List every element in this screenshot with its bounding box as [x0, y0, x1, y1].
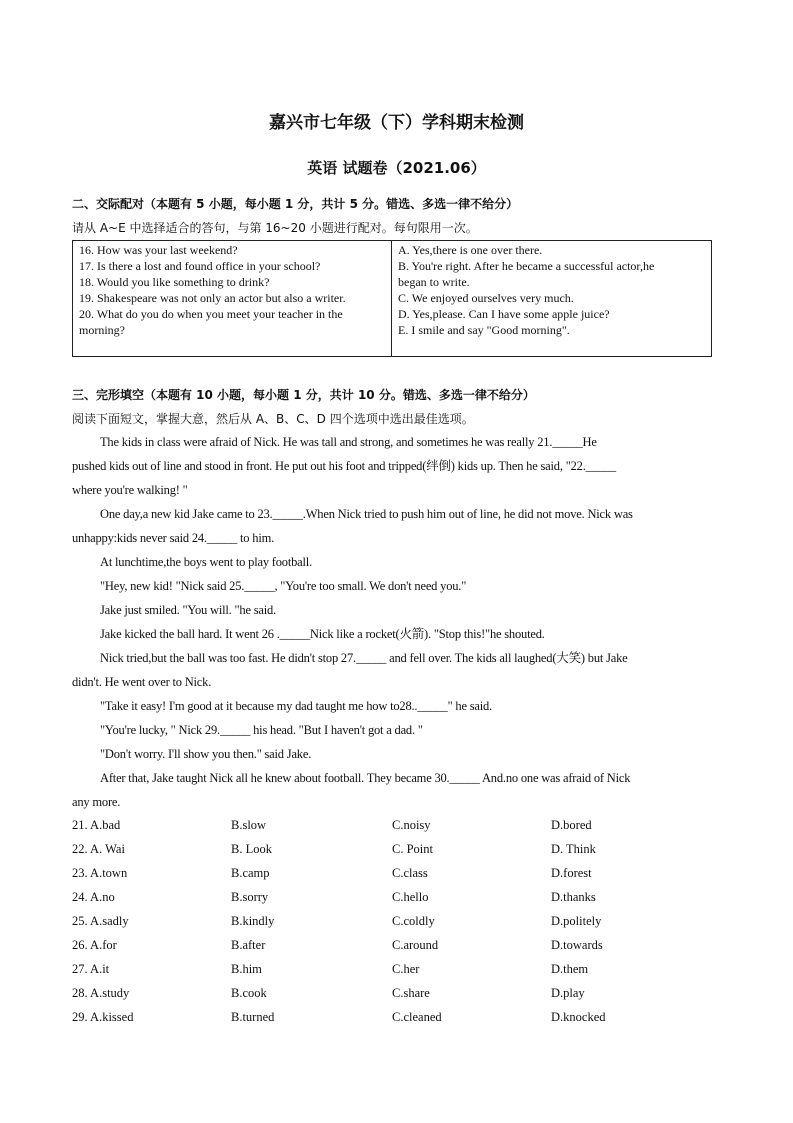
passage-line: The kids in class were afraid of Nick. He was tall and strong, and sometimes he was really 21._____He: [100, 435, 597, 449]
question-line: 17. Is there a lost and found office in your school?: [79, 259, 321, 273]
option-c: C.coldly: [392, 914, 435, 928]
passage-line: where you're walking! ": [72, 483, 188, 497]
option-b: B.slow: [231, 818, 267, 832]
option-d: D.bored: [551, 818, 592, 832]
option-b: B.cook: [231, 986, 267, 1000]
option-row-22: [72, 842, 722, 866]
answer-line: began to write.: [398, 275, 470, 289]
question-line: 16. How was your last weekend?: [79, 243, 238, 257]
passage-line: pushed kids out of line and stood in front. He put out his foot and tripped(绊倒) kids up. Then he said, "22._____: [72, 459, 616, 473]
question-line: 19. Shakespeare was not only an actor but also a writer.: [79, 291, 346, 305]
option-a: 28. A.study: [72, 986, 130, 1000]
option-c: C.cleaned: [392, 1010, 442, 1024]
option-c: C.noisy: [392, 818, 431, 832]
option-c: C.her: [392, 962, 420, 976]
passage-line: Jake just smiled. "You will. "he said.: [100, 603, 276, 617]
option-d: D.thanks: [551, 890, 596, 904]
matching-table: [72, 240, 712, 357]
option-a: 24. A.no: [72, 890, 115, 904]
option-row-24: [72, 890, 722, 914]
answer-line: B. You're right. After he became a successful actor,he: [398, 259, 655, 273]
option-row-26: [72, 938, 722, 962]
passage-line: "Take it easy! I'm good at it because my dad taught me how to28.._____" he said.: [100, 699, 493, 713]
option-b: B.him: [231, 962, 262, 976]
option-a: 29. A.kissed: [72, 1010, 134, 1024]
exam-subtitle: 英语 试题卷（2021.06）: [307, 159, 486, 177]
option-c: C.class: [392, 866, 428, 880]
passage-line: Jake kicked the ball hard. It went 26 ._____Nick like a rocket(火箭). "Stop this!"he shouted.: [100, 627, 545, 641]
option-a: 27. A.it: [72, 962, 110, 976]
option-a: 26. A.for: [72, 938, 117, 952]
option-row-29: [72, 1010, 722, 1034]
option-a: 25. A.sadly: [72, 914, 129, 928]
question-line: 18. Would you like something to drink?: [79, 275, 270, 289]
question-line: 20. What do you do when you meet your teacher in the: [79, 307, 343, 321]
option-a: 23. A.town: [72, 866, 128, 880]
option-c: C.around: [392, 938, 439, 952]
passage-line: any more.: [72, 795, 121, 809]
passage-line: One day,a new kid Jake came to 23._____.When Nick tried to push him out of line, he did not move. Nick was: [100, 507, 633, 521]
option-b: B. Look: [231, 842, 272, 856]
answer-line: E. I smile and say "Good morning".: [398, 323, 570, 337]
passage-line: Nick tried,but the ball was too fast. He didn't stop 27._____ and fell over. The kids all laughed(大笑) but Jake: [100, 651, 628, 665]
option-row-28: [72, 986, 722, 1010]
option-b: B.turned: [231, 1010, 275, 1024]
cloze-passage: [72, 430, 722, 814]
passage-line: didn't. He went over to Nick.: [72, 675, 212, 689]
answer-line: D. Yes,please. Can I have some apple juice?: [398, 307, 610, 321]
passage-line: "Don't worry. I'll show you then." said Jake.: [100, 747, 312, 761]
option-a: 22. A. Wai: [72, 842, 125, 856]
option-row-21: [72, 818, 722, 842]
option-d: D.them: [551, 962, 589, 976]
option-d: D.towards: [551, 938, 603, 952]
option-b: B.sorry: [231, 890, 269, 904]
option-b: B.camp: [231, 866, 270, 880]
exam-title: 嘉兴市七年级（下）学科期末检测: [269, 113, 524, 133]
passage-line: unhappy:kids never said 24._____ to him.: [72, 531, 275, 545]
answer-line: A. Yes,there is one over there.: [398, 243, 543, 257]
passage-line: After that, Jake taught Nick all he knew about football. They became 30._____ And.no one was afraid of Nick: [100, 771, 631, 785]
passage-line: "You're lucky, " Nick 29._____ his head. "But I haven't got a dad. ": [100, 723, 423, 737]
option-row-25: [72, 914, 722, 938]
option-d: D.forest: [551, 866, 592, 880]
section2-instruction: 请从 A~E 中选择适合的答句，与第 16~20 小题进行配对。每句限用一次。: [72, 221, 478, 235]
option-row-23: [72, 866, 722, 890]
answer-line: C. We enjoyed ourselves very much.: [398, 291, 574, 305]
section2-heading: 二、交际配对（本题有 5 小题，每小题 1 分，共计 5 分。错选、多选一律不给分）: [72, 197, 519, 211]
option-c: C. Point: [392, 842, 433, 856]
question-line: morning?: [79, 323, 125, 337]
questions-column: [73, 241, 392, 357]
option-d: D.knocked: [551, 1010, 606, 1024]
option-b: B.kindly: [231, 914, 275, 928]
option-d: D.play: [551, 986, 585, 1000]
option-d: D. Think: [551, 842, 596, 856]
option-row-27: [72, 962, 722, 986]
option-b: B.after: [231, 938, 266, 952]
option-c: C.hello: [392, 890, 429, 904]
option-d: D.politely: [551, 914, 602, 928]
answers-column: [392, 241, 712, 357]
option-c: C.share: [392, 986, 430, 1000]
section3-heading: 三、完形填空（本题有 10 小题，每小题 1 分，共计 10 分。错选、多选一律不给分）: [72, 388, 535, 402]
section3-instruction: 阅读下面短文，掌握大意，然后从 A、B、C、D 四个选项中选出最佳选项。: [72, 412, 474, 426]
passage-line: "Hey, new kid! "Nick said 25._____, "You're too small. We don't need you.": [100, 579, 467, 593]
passage-line: At lunchtime,the boys went to play football.: [100, 555, 312, 569]
option-a: 21. A.bad: [72, 818, 121, 832]
